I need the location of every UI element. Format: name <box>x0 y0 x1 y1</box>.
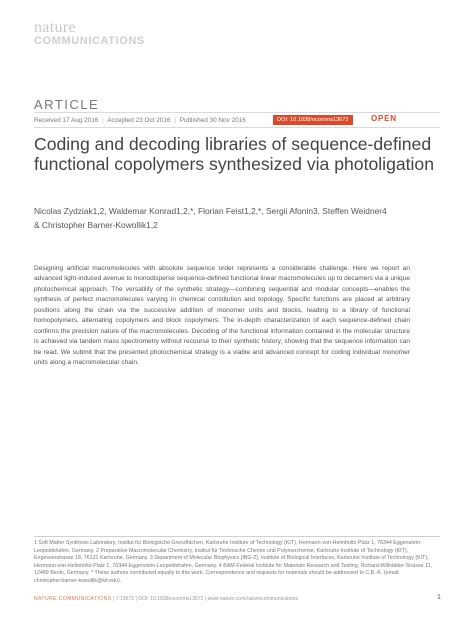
journal-logo <box>34 20 145 47</box>
page-number: 1 <box>437 594 441 601</box>
open-access-label: OPEN <box>371 114 397 123</box>
affiliations-text: 1 Soft Matter Synthesis Laboratory, Institut für Biologische Grenzflächen, Karlsruhe Institute of Technology (KIT), Hermann-von-Helmholtz-Platz 1, 76344 Eggenstein-Leopoldshafen, Germany. 2 Preparative Macromolecular Chemistry, Institut für Technische Chemie und Polymerchemie, Karlsruhe Institute of Technology (KIT), Engesserstrasse 18, 76131 Karlsruhe, Germany. 3 Department of Molecular Biophysics (IBG-2), Institute of Biological Interfaces, Karlsruhe Institute of Technology (KIT), Hermann-von-Helmholtz-Platz 1, 76344 Eggenstein-Leopoldshafen, Germany. 4 BAM-Federal Institute for Materials Research and Testing, Richard-Willstätter-Strasse 11, 12489 Berlin, Germany. * These authors contributed equally to this work. Correspondence and requests for materials should be addressed to C.B.-K. (email: christopher.barner-kowollik@kit.edu). <box>34 540 433 584</box>
footer-journal-name: NATURE COMMUNICATIONS <box>34 596 112 602</box>
article-title: Coding and decoding libraries of sequence-defined functional copolymers synthesized via photoligation <box>34 134 435 174</box>
abstract-paragraph: Designing artificial macromolecules with absolute sequence order represents a considerable challenge. Here we report an advanced light-induced avenue to monodisperse sequence-defined functional linear macromolecules up to decamers via a unique photochemical approach. The versatility of the synthetic strategy—combining sequential and modular concepts—enables the synthesis of perfect macromolecules varying in chemical constitution and topology. Specific functions are placed at arbitrary positions along the chain via the successive addition of monomer units and blocks, leading to a library of functional homopolymers, alternating copolymers and block copolymers. The in-depth characterization of each sequence-defined chain confirms the precision nature of the macromolecules. Decoding of the functional information contained in the molecular structure is achieved via tandem mass spectrometry without recourse to their synthetic history, showing that the sequence information can be read. We submit that the presented photochemical strategy is a viable and advanced concept for coding individual monomer units along a macromolecular chain. <box>34 265 410 367</box>
meta-divider <box>34 127 440 128</box>
page-footer <box>34 596 298 602</box>
date-separator: | <box>102 117 104 124</box>
doi-badge[interactable]: DOI: 10.1038/ncomms13672 <box>273 115 353 125</box>
received-date: Received 17 Aug 2016 <box>34 117 99 124</box>
article-type-label: ARTICLE <box>34 97 100 112</box>
publication-dates <box>34 117 246 124</box>
author-line-2: & Christopher Barner-Kowollik1,2 <box>34 220 158 230</box>
date-separator: | <box>174 117 176 124</box>
footer-citation: | 7:13672 | DOI: 10.1038/ncomms13672 | www.nature.com/naturecommunications <box>112 596 298 602</box>
affiliations-divider <box>34 536 440 537</box>
author-line-1: Nicolas Zydziak1,2, Waldemar Konrad1,2,*, Florian Feist1,2,*, Sergii Afonin3, Steffen Weidner4 <box>34 206 387 216</box>
published-date: Published 30 Nov 2016 <box>179 117 246 124</box>
author-list <box>34 204 440 232</box>
logo-nature-text: nature <box>34 19 76 36</box>
accepted-date: Accepted 23 Oct 2016 <box>107 117 171 124</box>
logo-communications-text: COMMUNICATIONS <box>34 35 145 47</box>
header-divider <box>34 112 440 113</box>
